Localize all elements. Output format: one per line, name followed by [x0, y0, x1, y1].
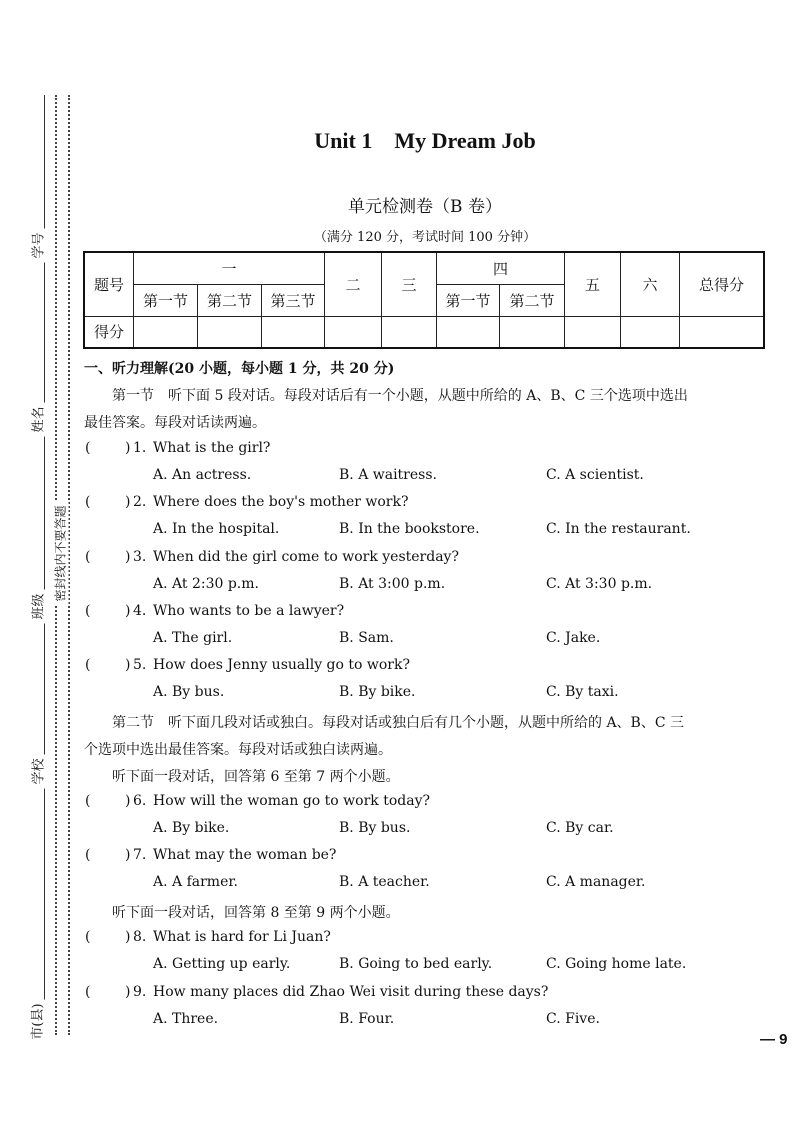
option-b: B. Four.	[339, 1011, 395, 1027]
answer-blank[interactable]: (	[85, 494, 91, 510]
name-label: 姓名	[28, 402, 47, 436]
answer-blank[interactable]: (	[85, 793, 91, 809]
section1-instructions: 第一节 听下面 5 段对话。每段对话后有一个小题，从题中所给的 A、B、C 三个选项中选出	[112, 388, 688, 404]
option-c: C. A scientist.	[546, 467, 644, 483]
part1-section3: 第三节	[262, 284, 325, 316]
option-b: B. In the bookstore.	[339, 521, 480, 537]
option-c: C. By taxi.	[546, 684, 619, 700]
answer-blank[interactable]: (	[85, 929, 91, 945]
option-b: B. By bike.	[339, 684, 416, 700]
row-label-number: 题号	[84, 252, 134, 316]
section1-instructions-cont: 最佳答案。每段对话读两遍。	[84, 415, 266, 431]
dialogue-intro: 听下面一段对话，回答第 6 至第 7 两个小题。	[112, 769, 400, 785]
section2-instructions-cont: 个选项中选出最佳答案。每段对话或独白读两遍。	[84, 742, 392, 758]
part1-section2: 第二节	[198, 284, 262, 316]
answer-blank-close: )	[125, 929, 131, 945]
part4-section1: 第一节	[437, 284, 500, 316]
answer-blank-close: )	[125, 494, 131, 510]
option-c: C. In the restaurant.	[546, 521, 691, 537]
seal-notice: 密封线内不要答题	[52, 501, 69, 605]
answer-blank-close: )	[125, 847, 131, 863]
score-cell[interactable]	[262, 316, 325, 348]
part4-header: 四	[437, 252, 565, 284]
part1-header: 一	[134, 252, 325, 284]
question-text: Who wants to be a lawyer?	[153, 603, 345, 619]
option-a: A. The girl.	[153, 630, 233, 646]
answer-blank-close: )	[125, 603, 131, 619]
page-number: — 9	[760, 1031, 788, 1048]
score-cell[interactable]	[382, 316, 437, 348]
score-cell[interactable]	[621, 316, 680, 348]
answer-blank-close: )	[125, 984, 131, 1000]
part6-header: 六	[621, 252, 680, 316]
section2-instructions: 第二节 听下面几段对话或独白。每段对话或独白后有几个小题，从题中所给的 A、B、C 三	[112, 715, 685, 731]
part2-header: 二	[325, 252, 382, 316]
score-cell[interactable]	[680, 316, 765, 348]
answer-blank-close: )	[125, 549, 131, 565]
student-id-label: 学号	[28, 228, 47, 262]
score-table	[83, 251, 765, 349]
answer-blank[interactable]: (	[85, 847, 91, 863]
answer-blank[interactable]: (	[85, 984, 91, 1000]
question-number: 2.	[133, 494, 147, 510]
option-a: A. A farmer.	[153, 874, 238, 890]
part4-section2: 第二节	[500, 284, 565, 316]
dialogue-intro: 听下面一段对话，回答第 8 至第 9 两个小题。	[112, 905, 400, 921]
option-c: C. A manager.	[546, 874, 646, 890]
question-text: How many places did Zhao Wei visit during these days?	[153, 984, 549, 1000]
row-label-score: 得分	[84, 316, 134, 348]
class-label: 班级	[28, 589, 47, 623]
answer-blank[interactable]: (	[85, 603, 91, 619]
question-number: 4.	[133, 603, 147, 619]
question-number: 8.	[133, 929, 147, 945]
question-text: How does Jenny usually go to work?	[153, 657, 410, 673]
question-text: How will the woman go to work today?	[153, 793, 430, 809]
part1-section1: 第一节	[134, 284, 198, 316]
score-cell[interactable]	[437, 316, 500, 348]
answer-blank[interactable]: (	[85, 549, 91, 565]
section-heading: 一、听力理解(20 小题，每小题 1 分，共 20 分)	[84, 361, 395, 377]
question-text: What may the woman be?	[153, 847, 337, 863]
question-number: 7.	[133, 847, 147, 863]
option-b: B. At 3:00 p.m.	[339, 576, 446, 592]
answer-blank[interactable]: (	[85, 657, 91, 673]
page-subtitle: 单元检测卷（B 卷）	[348, 197, 502, 217]
question-number: 5.	[133, 657, 147, 673]
part3-header: 三	[382, 252, 437, 316]
option-b: B. A waitress.	[339, 467, 437, 483]
total-header: 总得分	[680, 252, 765, 316]
option-c: C. By car.	[546, 820, 614, 836]
option-a: A. At 2:30 p.m.	[153, 576, 259, 592]
answer-blank-close: )	[125, 657, 131, 673]
question-text: Where does the boy's mother work?	[153, 494, 409, 510]
city-label: 市(县)	[27, 999, 46, 1043]
question-text: When did the girl come to work yesterday?	[153, 549, 459, 565]
school-label: 学校	[28, 754, 47, 788]
question-text: What is the girl?	[153, 440, 271, 456]
option-c: C. At 3:30 p.m.	[546, 576, 653, 592]
option-b: B. By bus.	[339, 820, 411, 836]
option-a: A. An actress.	[153, 467, 252, 483]
part5-header: 五	[565, 252, 621, 316]
option-a: A. By bike.	[153, 820, 230, 836]
page-title: Unit 1 My Dream Job	[314, 128, 536, 153]
score-cell[interactable]	[325, 316, 382, 348]
question-number: 6.	[133, 793, 147, 809]
score-cell[interactable]	[134, 316, 198, 348]
answer-blank-close: )	[125, 440, 131, 456]
option-a: A. In the hospital.	[153, 521, 280, 537]
score-cell[interactable]	[565, 316, 621, 348]
option-b: B. A teacher.	[339, 874, 430, 890]
question-number: 3.	[133, 549, 147, 565]
option-c: C. Five.	[546, 1011, 600, 1027]
exam-note: （满分 120 分，考试时间 100 分钟）	[313, 230, 537, 245]
option-a: A. Getting up early.	[153, 956, 291, 972]
option-a: A. By bus.	[153, 684, 225, 700]
option-c: C. Jake.	[546, 630, 601, 646]
option-a: A. Three.	[153, 1011, 219, 1027]
score-cell[interactable]	[500, 316, 565, 348]
question-number: 1.	[133, 440, 147, 456]
option-b: B. Sam.	[339, 630, 394, 646]
answer-blank-close: )	[125, 793, 131, 809]
answer-blank[interactable]: (	[85, 440, 91, 456]
question-text: What is hard for Li Juan?	[153, 929, 331, 945]
option-c: C. Going home late.	[546, 956, 687, 972]
question-number: 9.	[133, 984, 147, 1000]
score-cell[interactable]	[198, 316, 262, 348]
option-b: B. Going to bed early.	[339, 956, 493, 972]
